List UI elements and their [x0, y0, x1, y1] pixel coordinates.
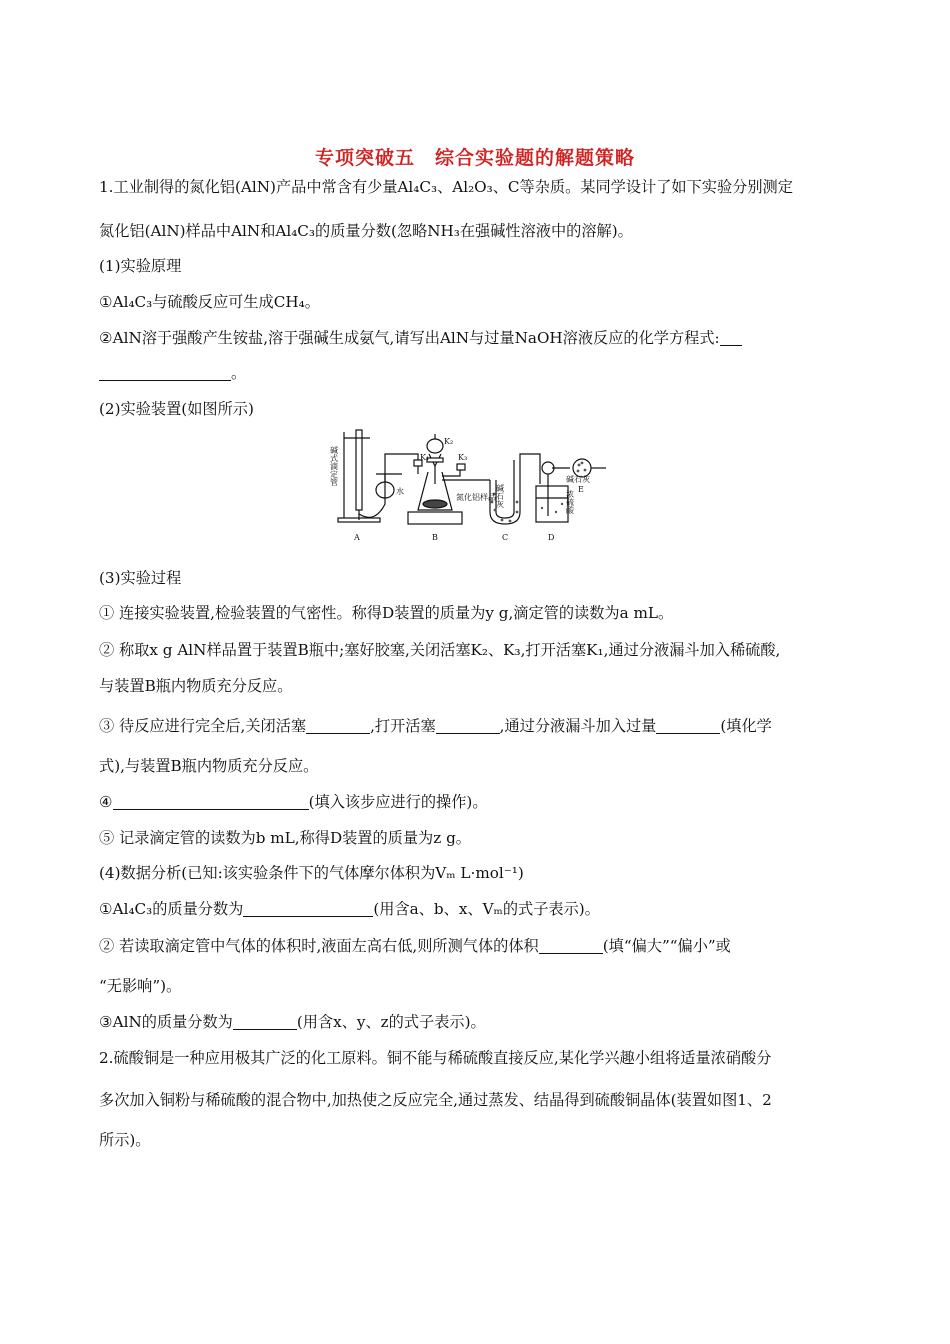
q2-line3: 所示)。 — [99, 1131, 151, 1149]
step-3b: 式),与装置B瓶内物质充分反应。 — [99, 757, 319, 775]
section-analysis-title: (4)数据分析(已知:该实验条件下的气体摩尔体积为Vₘ L·mol⁻¹) — [99, 864, 524, 882]
answer-blank[interactable] — [656, 717, 720, 734]
principle-b — [99, 328, 742, 348]
step-3a — [99, 716, 772, 736]
answer-blank[interactable] — [539, 937, 603, 954]
q1-intro-line1: 1.工业制得的氮化铝(AlN)产品中常含有少量Al₄C₃、Al₂O₃、C等杂质。某同学设计了如下实验分别测定 — [99, 178, 793, 196]
apparatus-figure — [330, 424, 620, 546]
principle-b-text: ②AlN溶于强酸产生铵盐,溶于强碱生成氨气,请写出AlN与过量NaOH溶液反应的化学方程式: — [99, 329, 720, 347]
label-acid-d: 浓硫酸 — [565, 490, 575, 514]
answer-blank[interactable] — [113, 793, 309, 810]
label-water: 水 — [396, 487, 404, 496]
analysis-3-text: ③AlN的质量分数为 — [99, 1013, 233, 1031]
label-k2: K₂ — [444, 437, 454, 446]
step-1: ① 连接实验装置,检验装置的气密性。称得D装置的质量为y g,滴定管的读数为a mL。 — [99, 604, 674, 622]
analysis-3-text: (用含x、y、z的式子表示)。 — [296, 1013, 486, 1031]
answer-blank[interactable] — [306, 717, 370, 734]
q2-line1: 2.硫酸铜是一种应用极其广泛的化工原料。铜不能与稀硫酸直接反应,某化学兴趣小组将适量浓硝酸分 — [99, 1049, 772, 1067]
step-4-text: (填入该步应进行的操作)。 — [308, 793, 488, 811]
principle-b-cont — [99, 363, 246, 383]
q2-line2: 多次加入铜粉与稀硫酸的混合物中,加热使之反应完全,通过蒸发、结晶得到硫酸铜晶体(装置如图1、2 — [99, 1091, 772, 1109]
analysis-2b: “无影响”)。 — [99, 977, 182, 995]
principle-a: ①Al₄C₃与硫酸反应可生成CH₄。 — [99, 293, 320, 311]
analysis-2-text: (填“偏大”“偏小”或 — [602, 937, 731, 955]
section-principle-title: (1)实验原理 — [99, 257, 182, 275]
analysis-3 — [99, 1012, 486, 1032]
step-4 — [99, 792, 488, 812]
step-2a: ② 称取x g AlN样品置于装置B瓶中;塞好胶塞,关闭活塞K₂、K₃,打开活塞K₁,通过分液漏斗加入稀硫酸, — [99, 641, 781, 659]
label-sodalime-c: 碱石灰 — [495, 484, 505, 508]
period: 。 — [231, 364, 247, 382]
label-k3: K₃ — [458, 453, 468, 462]
label-burette: 碱式滴定管 — [330, 446, 339, 486]
analysis-1-text: ①Al₄C₃的质量分数为 — [99, 900, 244, 918]
step-4-text: ④ — [99, 793, 113, 811]
section-process-title: (3)实验过程 — [99, 569, 182, 587]
analysis-2-text: ② 若读取滴定管中气体的体积时,液面左高右低,则所测气体的体积 — [99, 937, 539, 955]
step-5: ⑤ 记录滴定管的读数为b mL,称得D装置的质量为z g。 — [99, 829, 471, 847]
label-sample: 氮化铝样品 — [456, 493, 496, 502]
step-3-text: (填化学 — [720, 717, 772, 735]
label-sodalime-e: 碱石灰 — [566, 475, 590, 484]
label-b: B — [432, 533, 438, 542]
answer-blank[interactable] — [243, 900, 373, 917]
label-c: C — [502, 533, 509, 542]
step-3-text: ③ 待反应进行完全后,关闭活塞 — [99, 717, 307, 735]
answer-blank[interactable] — [233, 1013, 297, 1030]
answer-blank[interactable] — [436, 717, 500, 734]
analysis-1-text: (用含a、b、x、Vₘ的式子表示)。 — [373, 900, 600, 918]
analysis-1 — [99, 899, 600, 919]
label-d: D — [548, 533, 555, 542]
step-3-text: ,通过分液漏斗加入过量 — [499, 717, 657, 735]
step-2b: 与装置B瓶内物质充分反应。 — [99, 677, 293, 695]
page-title: 专项突破五 综合实验题的解题策略 — [314, 147, 635, 169]
answer-blank[interactable] — [99, 364, 231, 381]
label-a: A — [354, 533, 360, 542]
section-apparatus-title: (2)实验装置(如图所示) — [99, 400, 254, 418]
q1-intro-line2: 氮化铝(AlN)样品中AlN和Al₄C₃的质量分数(忽略NH₃在强碱性溶液中的溶解)。 — [99, 222, 633, 240]
analysis-2a — [99, 936, 731, 956]
label-k1: K₁ — [420, 453, 430, 462]
answer-blank[interactable] — [720, 329, 742, 346]
label-e: E — [578, 485, 584, 494]
step-3-text: ,打开活塞 — [370, 717, 436, 735]
